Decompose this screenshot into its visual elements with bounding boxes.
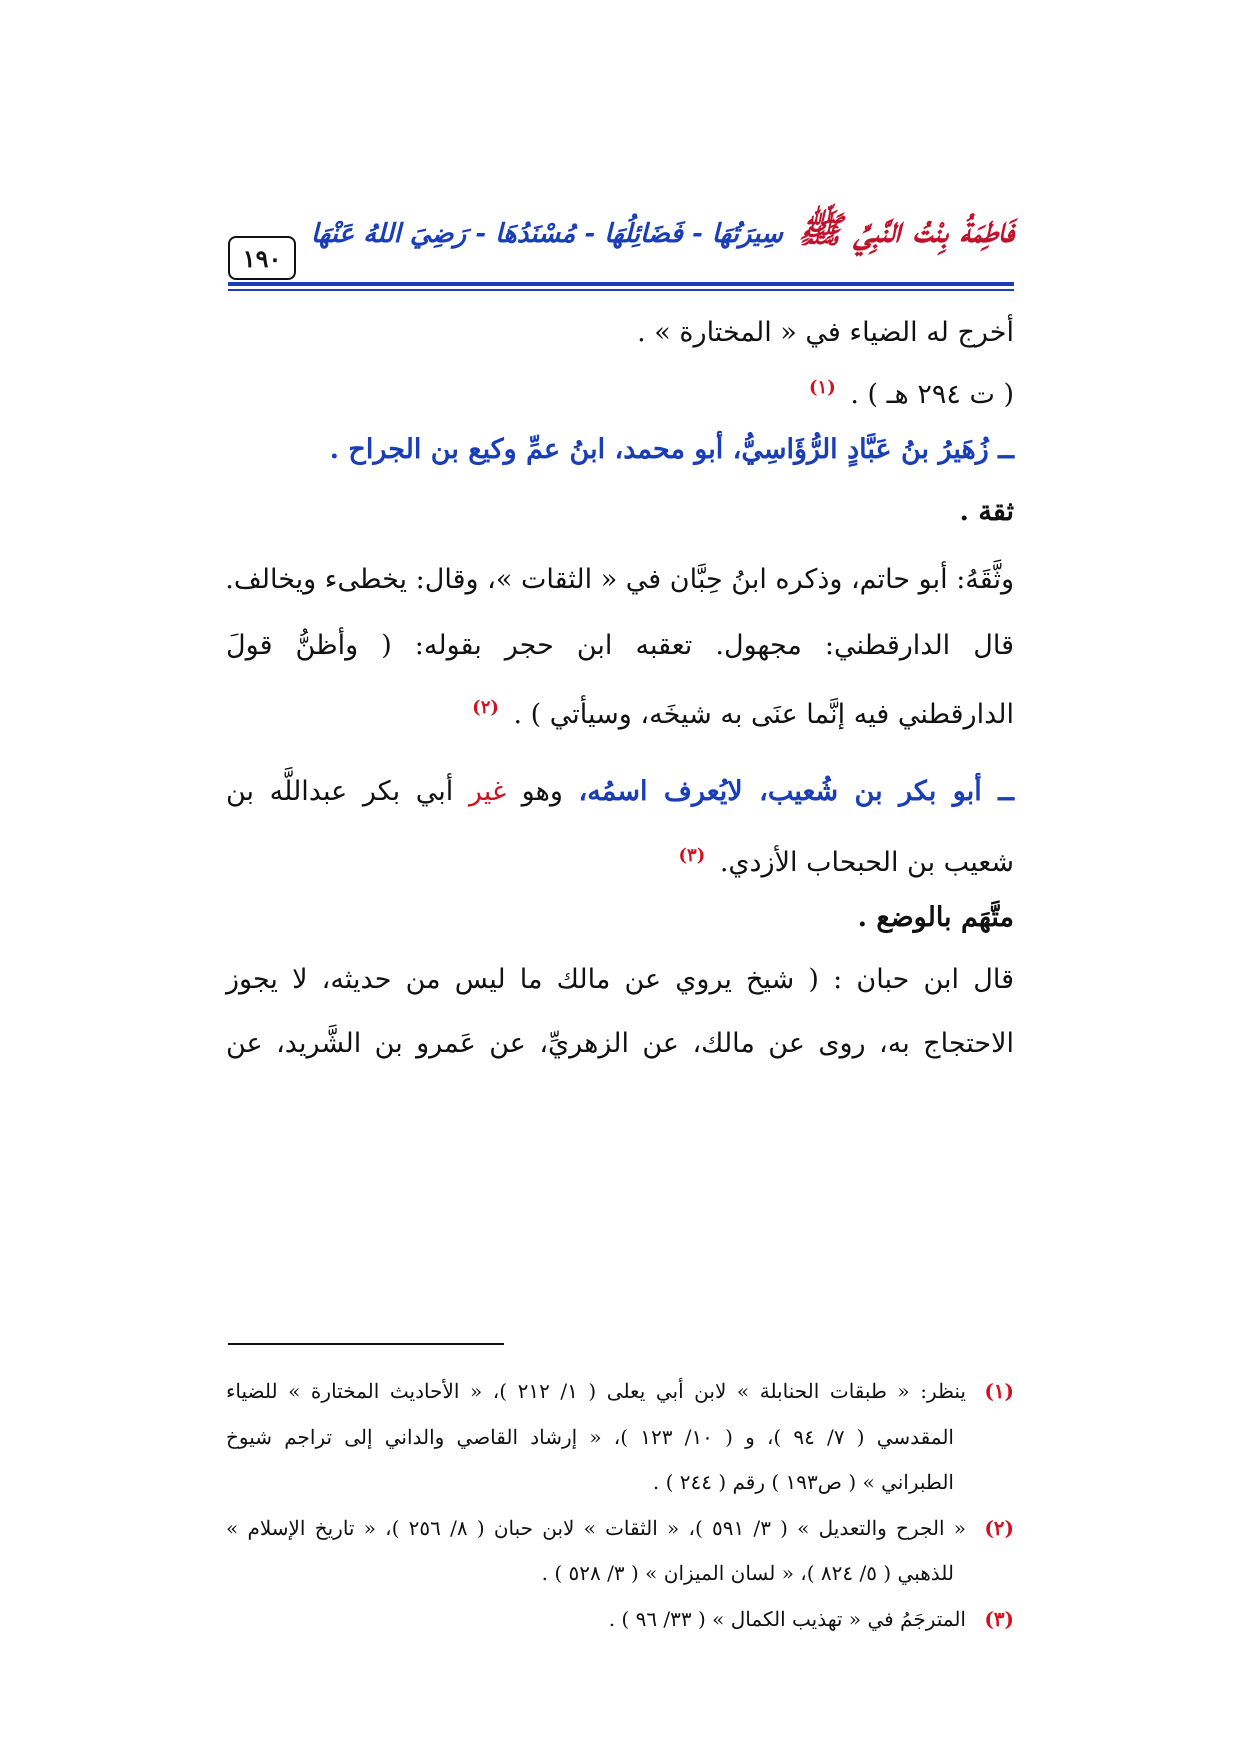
footnote-line: الطبراني » ( ص١٩٣ ) رقم ( ٢٤٤ ) . — [652, 1470, 954, 1494]
footnote-number: (٢) — [984, 1516, 1015, 1540]
body-line: قال الدارقطني: مجهول. تعقبه ابن حجر بقوله: ( وأظنُّ قولَ — [226, 630, 1014, 661]
body-line: وثَّقَهُ: أبو حاتم، وذكره ابنُ حِبَّان في « الثقات »، وقال: يخطىء ويخالف. — [225, 564, 1014, 595]
footnote-line — [226, 1513, 1014, 1543]
body-line — [226, 836, 1014, 883]
death-date-line — [226, 368, 1014, 415]
body-text: وهو — [506, 776, 579, 807]
footnote-number: (٣) — [984, 1607, 1014, 1631]
narrator-heading: ــ زُهَيرُ بنُ عَبَّادٍ الرُّؤَاسِيُّ، أبو محمد، ابنُ عمِّ وكيع بن الجراح . — [329, 434, 1014, 465]
footnote-marker: (٢) — [472, 697, 499, 718]
narrator-heading-line — [226, 772, 1014, 812]
book-title-subtitle: سِيرَتُهَا - فَضَائِلُهَا - مُسْنَدُهَا - رَضِيَ اللهُ عَنْهَا — [310, 219, 783, 249]
book-title-main: فَاطِمَةُ بِنْتُ النَّبِيِّ ﷺ — [798, 209, 1014, 251]
body-line — [226, 688, 1014, 735]
body-text: أبي بكر عبداللَّه بن — [226, 776, 469, 807]
narrator-grade: ثقة . — [959, 496, 1014, 527]
narrator-grade: متَّهَم بالوضع . — [857, 902, 1014, 933]
body-text: الدارقطني فيه إنَّما عنَى به شيخَه، وسيأتي ) . — [513, 699, 1014, 730]
footnote-number: (١) — [984, 1379, 1014, 1403]
body-line: الاحتجاج به، روى عن مالك، عن الزهريِّ، عن عَمرو بن الشَّريد، عن — [226, 1028, 1014, 1059]
footnote-text: المترجَمُ في « تهذيب الكمال » ( ٣٣/ ٩٦ ) . — [608, 1607, 966, 1631]
header-rule-thin — [228, 289, 1014, 291]
page-header — [228, 208, 1014, 282]
body-line: قال ابن حبان : ( شيخ يروي عن مالك ما ليس من حديثه، لا يجوز — [226, 964, 1014, 995]
body-text: شعيب بن الحبحاب الأزدي. — [719, 847, 1014, 878]
footnote-separator — [228, 1343, 504, 1345]
footnote-marker: (٣) — [678, 845, 706, 866]
footnote-line — [226, 1376, 1014, 1406]
header-rule — [228, 282, 1014, 286]
body-line: أخرج له الضياء في « المختارة » . — [637, 317, 1014, 348]
footnote-text: « الجرح والتعديل » ( ٣/ ٥٩١ )، « الثقات » لابن حبان ( ٨/ ٢٥٦ )، « تاريخ الإسلام » — [226, 1516, 967, 1540]
book-title — [310, 208, 1014, 260]
footnote-line: المقدسي ( ٧/ ٩٤ )، و ( ١٠/ ١٢٣ )، « إرشاد القاصي والداني إلى تراجم شيوخ — [226, 1425, 954, 1449]
footnote-line — [226, 1604, 1014, 1634]
death-date: ( ت ٢٩٤ هـ ) . — [850, 379, 1014, 410]
highlighted-word: غير — [468, 776, 507, 807]
page-number: ١٩٠ — [228, 236, 296, 280]
footnote-marker: (١) — [809, 377, 836, 398]
footnote-text: ينظر: « طبقات الحنابلة » لابن أبي يعلى ( ١/ ٢١٢ )، « الأحاديث المختارة » للضياء — [226, 1379, 966, 1403]
narrator-heading: ــ أبو بكر بن شُعيب، لايُعرف اسمُه، — [578, 776, 1014, 807]
footnote-line: للذهبي ( ٥/ ٨٢٤ )، « لسان الميزان » ( ٣/ ٥٢٨ ) . — [541, 1561, 954, 1585]
